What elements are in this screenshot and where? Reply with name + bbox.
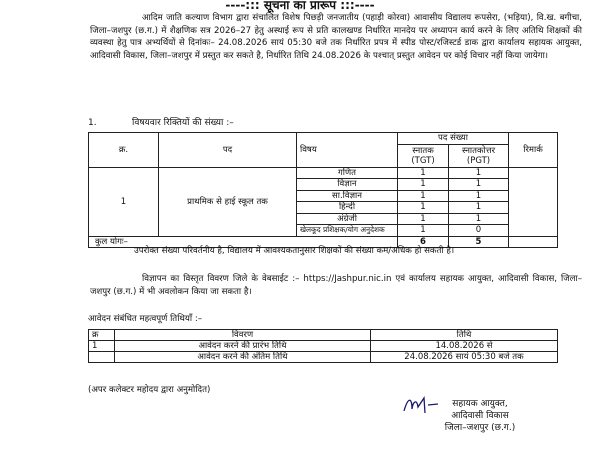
dates-row-date: 14.08.2026 से (371, 341, 558, 352)
row-remark (509, 167, 558, 236)
row-pgt: 1 (449, 213, 509, 225)
row-subject: हिन्दी (297, 202, 398, 214)
dates-table (88, 329, 558, 363)
table-row (89, 167, 558, 179)
table-header-row (89, 133, 558, 145)
table-row (89, 341, 558, 352)
dates-row-detail: आवेदन करने की अंतिम तिथि (115, 352, 371, 363)
dates-row-date: 24.08.2026 सायं 05:30 बजे तक (371, 352, 558, 363)
total-pgt: 5 (449, 236, 509, 248)
row-pgt: 1 (449, 190, 509, 202)
dates-row-detail: आवेदन करने की प्रारंभ तिथि (115, 341, 371, 352)
approval-note: (अपर कलेक्टर महोदय द्वारा अनुमोदित) (88, 385, 211, 395)
dates-header-row (89, 330, 558, 341)
row-sno: 1 (89, 167, 159, 236)
row-pgt: 0 (449, 225, 509, 237)
note-website (90, 273, 582, 298)
row-tgt: 1 (398, 202, 449, 214)
row-pgt: 1 (449, 167, 509, 179)
header-post: पद (159, 133, 297, 168)
row-pgt: 1 (449, 179, 509, 191)
header-pgt: स्नातकोत्तर (PGT) (449, 144, 509, 167)
dates-header-detail: विवरण (115, 330, 371, 341)
notice-title: ----::: सूचना का प्रारूप :::---- (225, 0, 375, 12)
dates-header-date: तिथि (371, 330, 558, 341)
signatory-designation: सहायक आयुक्त, (452, 399, 508, 409)
row-pgt: 1 (449, 202, 509, 214)
dates-row-sno (89, 352, 115, 363)
row-tgt: 1 (398, 213, 449, 225)
note-variable-count: उपरोक्त संख्या परिवर्तनीय है, विद्यालय में आवश्यकतानुसार शिक्षकों की संख्या कम/अधिक हो सकती है। (134, 246, 455, 256)
header-subject: विषय (297, 133, 398, 168)
header-tgt: स्नातक (TGT) (398, 144, 449, 167)
vacancy-table (88, 132, 558, 248)
row-tgt: 1 (398, 225, 449, 237)
intro-text: आदिम जाति कल्याण विभाग द्वारा संचालित विशेष पिछड़ी जनजातीय (पहाड़ी कोरवा) आवासीय विद्यालय रूपसेरा, (भड़िया), वि.ख. बगीचा, जिला–जशपुर (छ.ग.) में शैक्षणिक सत्र 2026–27 हेतु अस्थाई रूप से प्रति कालखण्ड निर्धारित मानदेय पर अध्यापन कार्य करने के लिए अतिथि शिक्षकों की व्यवस्था हेतु पात्र अभ्यर्थियों से दिनांकः– 24.08.2026 सायं 05:30 बजे तक निर्धारित प्रपत्र में स्पीड पोस्ट/रजिस्टर्ड डाक द्वारा कार्यालय सहायक आयुक्त, आदिवासी विकास, जिला–जशपुर में प्रस्तुत कर सकते है, निर्धारित तिथि 24.08.2026 के पश्चात् प्रस्तुत आवेदन पर कोई विचार नहीं किया जायेगा। (90, 13, 582, 61)
dates-row-sno: 1 (89, 341, 115, 352)
row-subject: विज्ञान (297, 179, 398, 191)
section-label: विषयवार रिक्तियों की संख्या :– (132, 118, 234, 128)
signatory-district: जिला–जशपुर (छ.ग.) (444, 423, 516, 433)
note-website-text: विज्ञापन का विस्तृत विवरण जिले के वेबसाईट :– https://Jashpur.nic.in एवं कार्यालय सहायक आयुक्त, आदिवासी विकास, जिला–जशपुर (छ.ग.) में भी अवलोकन किया जा सकता है। (90, 274, 582, 297)
row-tgt: 1 (398, 190, 449, 202)
total-tgt: 6 (398, 236, 449, 248)
section-vacancies-heading (88, 115, 234, 128)
row-tgt: 1 (398, 167, 449, 179)
total-label: कुल योगः– (89, 236, 398, 248)
dates-header-sno: क्र (89, 330, 115, 341)
header-sno: क्र. (89, 133, 159, 168)
table-row (89, 352, 558, 363)
header-remark: रिमार्क (509, 133, 558, 168)
row-subject: खेलकूद प्रशिक्षक/योग अनुदेशक (297, 225, 398, 237)
section-number: 1. (88, 118, 97, 128)
signatory-block (400, 398, 560, 434)
row-subject: सा.विज्ञान (297, 190, 398, 202)
row-subject: अंग्रेजी (297, 213, 398, 225)
section-dates-heading: आवेदन संबंधित महत्वपूर्ण तिथियॉं :– (88, 314, 203, 324)
intro-paragraph (90, 12, 582, 62)
header-count: पद संख्या (398, 133, 509, 145)
signatory-department: आदिवासी विकास (451, 411, 509, 421)
row-tgt: 1 (398, 179, 449, 191)
row-post: प्राथमिक से हाई स्कूल तक (159, 167, 297, 236)
row-subject: गणित (297, 167, 398, 179)
